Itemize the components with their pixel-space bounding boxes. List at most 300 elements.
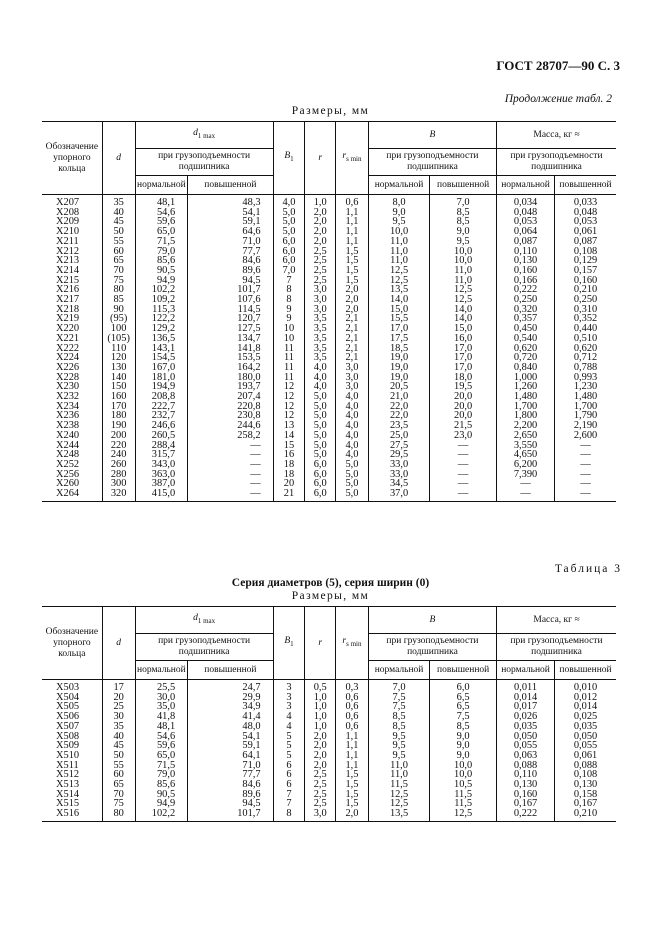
- cell-r: 2,5: [305, 799, 336, 809]
- header-normal: нормальной: [497, 661, 555, 680]
- cell-B1: 8: [273, 285, 305, 295]
- cell-d: 40: [102, 208, 135, 218]
- cell-r: 5,0: [305, 441, 336, 451]
- cell-B-increased: 20,0: [430, 392, 497, 402]
- cell-designation: X507: [42, 722, 102, 732]
- cell-d1max-normal: 85,6: [135, 256, 188, 266]
- header-d1max-sub: 1 max: [197, 616, 216, 625]
- cell-mass-increased: 0,048: [555, 208, 616, 218]
- cell-d: 35: [102, 195, 135, 208]
- cell-d1max-normal: 48,1: [135, 722, 188, 732]
- cell-rs-min: 0,6: [336, 195, 369, 208]
- cell-mass-normal: 0,055: [497, 741, 555, 751]
- cell-d1max-increased: 153,5: [188, 353, 273, 363]
- table-continuation-label: Продолжение табл. 2: [504, 93, 612, 105]
- cell-designation: X506: [42, 712, 102, 722]
- cell-d1max-increased: 114,5: [188, 305, 273, 315]
- cell-B-increased: 19,5: [430, 382, 497, 392]
- cell-B-normal: 29,5: [368, 450, 429, 460]
- cell-designation: X505: [42, 702, 102, 712]
- cell-d1max-increased: —: [188, 441, 273, 451]
- cell-r: 6,0: [305, 470, 336, 480]
- cell-B-increased: 17,0: [430, 353, 497, 363]
- cell-d1max-normal: 41,8: [135, 712, 188, 722]
- cell-rs-min: 3,0: [336, 373, 369, 383]
- table-3-label: Таблица 3: [554, 563, 622, 575]
- cell-d: 55: [102, 761, 135, 771]
- cell-r: 0,5: [305, 680, 336, 693]
- cell-B-increased: 12,5: [430, 295, 497, 305]
- cell-B-increased: —: [430, 489, 497, 501]
- cell-designation: X216: [42, 285, 102, 295]
- cell-B-normal: 11,5: [368, 780, 429, 790]
- cell-rs-min: 4,0: [336, 450, 369, 460]
- cell-d1max-increased: 84,6: [188, 256, 273, 266]
- cell-d1max-increased: 180,0: [188, 373, 273, 383]
- cell-rs-min: 1,5: [336, 799, 369, 809]
- cell-d1max-normal: 102,2: [135, 809, 188, 821]
- cell-rs-min: 0,6: [336, 693, 369, 703]
- cell-B1: 11: [273, 363, 305, 373]
- cell-mass-increased: 0,210: [555, 809, 616, 821]
- cell-d1max-increased: 24,7: [188, 680, 273, 693]
- cell-designation: X514: [42, 790, 102, 800]
- cell-rs-min: 2,0: [336, 285, 369, 295]
- cell-rs-min: 5,0: [336, 489, 369, 501]
- cell-B-normal: 33,0: [368, 460, 429, 470]
- cell-B1: 6: [273, 761, 305, 771]
- cell-d1max-increased: 127,5: [188, 324, 273, 334]
- cell-d1max-increased: 141,8: [188, 344, 273, 354]
- cell-mass-normal: 0,720: [497, 353, 555, 363]
- cell-designation: X512: [42, 770, 102, 780]
- cell-designation: X516: [42, 809, 102, 821]
- cell-rs-min: 2,1: [336, 353, 369, 363]
- cell-B1: 12: [273, 402, 305, 412]
- cell-rs-min: 1,1: [336, 208, 369, 218]
- cell-B1: 8: [273, 809, 305, 821]
- table-row: [42, 809, 616, 821]
- cell-r: 1,0: [305, 195, 336, 208]
- header-B1-sub: 1: [290, 154, 294, 163]
- cell-d: 55: [102, 237, 135, 247]
- cell-mass-increased: 0,310: [555, 305, 616, 315]
- cell-r: 3,0: [305, 809, 336, 821]
- cell-B-normal: 22,0: [368, 411, 429, 421]
- cell-designation: X214: [42, 266, 102, 276]
- cell-mass-normal: 0,088: [497, 761, 555, 771]
- cell-r: 1,0: [305, 702, 336, 712]
- cell-rs-min: 2,0: [336, 305, 369, 315]
- cell-d1max-increased: 258,2: [188, 431, 273, 441]
- cell-mass-increased: 0,788: [555, 363, 616, 373]
- cell-B1: 16: [273, 450, 305, 460]
- cell-B1: 21: [273, 489, 305, 501]
- cell-mass-increased: —: [555, 450, 616, 460]
- header-load-d1: при грузоподъемности подшипника: [135, 149, 273, 176]
- cell-d1max-normal: 79,0: [135, 247, 188, 257]
- cell-d: 17: [102, 680, 135, 693]
- cell-r: 1,0: [305, 712, 336, 722]
- cell-rs-min: 2,1: [336, 334, 369, 344]
- cell-designation: X244: [42, 441, 102, 451]
- cell-B-increased: 14,0: [430, 305, 497, 315]
- cell-d1max-normal: 167,0: [135, 363, 188, 373]
- header-rs-sub: s min: [346, 639, 362, 648]
- cell-mass-normal: 2,200: [497, 421, 555, 431]
- cell-rs-min: 1,1: [336, 761, 369, 771]
- cell-designation: X230: [42, 382, 102, 392]
- table-2-continued: [42, 121, 616, 502]
- header-d: d: [102, 607, 135, 680]
- cell-B1: 18: [273, 460, 305, 470]
- cell-d1max-increased: 54,1: [188, 732, 273, 742]
- cell-d: 70: [102, 790, 135, 800]
- cell-B-normal: 17,0: [368, 324, 429, 334]
- cell-d: 60: [102, 770, 135, 780]
- cell-d1max-normal: 54,6: [135, 208, 188, 218]
- cell-d: 260: [102, 460, 135, 470]
- cell-d1max-increased: 64,6: [188, 227, 273, 237]
- cell-mass-normal: 0,011: [497, 680, 555, 693]
- cell-d1max-increased: 220,8: [188, 402, 273, 412]
- cell-B-increased: 11,5: [430, 790, 497, 800]
- header-increased: повышенной: [188, 661, 273, 680]
- cell-r: 2,5: [305, 770, 336, 780]
- cell-d1max-increased: 244,6: [188, 421, 273, 431]
- cell-d1max-increased: 64,1: [188, 751, 273, 761]
- cell-B1: 11: [273, 344, 305, 354]
- cell-mass-normal: 1,800: [497, 411, 555, 421]
- cell-designation: X213: [42, 256, 102, 266]
- cell-mass-normal: 3,550: [497, 441, 555, 451]
- cell-B1: 3: [273, 702, 305, 712]
- cell-B-normal: 18,5: [368, 344, 429, 354]
- cell-designation: X238: [42, 421, 102, 431]
- cell-d1max-increased: 59,1: [188, 741, 273, 751]
- cell-d1max-normal: 90,5: [135, 266, 188, 276]
- cell-r: 6,0: [305, 460, 336, 470]
- cell-r: 2,5: [305, 247, 336, 257]
- cell-d: 300: [102, 479, 135, 489]
- cell-d: 90: [102, 305, 135, 315]
- cell-mass-normal: 0,450: [497, 324, 555, 334]
- cell-designation: X217: [42, 295, 102, 305]
- cell-d: 75: [102, 799, 135, 809]
- cell-rs-min: 4,0: [336, 441, 369, 451]
- header-designation: Обозначение упорного кольца: [42, 607, 102, 680]
- header-load-B: при грузоподъемности подшипника: [368, 149, 496, 176]
- cell-B-normal: 11,0: [368, 770, 429, 780]
- cell-d1max-normal: 194,9: [135, 382, 188, 392]
- cell-B-increased: —: [430, 450, 497, 460]
- cell-mass-increased: 0,035: [555, 722, 616, 732]
- cell-r: 3,5: [305, 353, 336, 363]
- cell-d1max-increased: 77,7: [188, 247, 273, 257]
- cell-d1max-normal: 143,1: [135, 344, 188, 354]
- cell-rs-min: 4,0: [336, 431, 369, 441]
- cell-designation: X222: [42, 344, 102, 354]
- cell-mass-increased: 0,014: [555, 702, 616, 712]
- cell-B-increased: 12,5: [430, 809, 497, 821]
- cell-d1max-normal: 246,6: [135, 421, 188, 431]
- cell-B-increased: 10,0: [430, 761, 497, 771]
- header-normal: нормальной: [497, 176, 555, 195]
- cell-d: 130: [102, 363, 135, 373]
- cell-d1max-normal: 122,2: [135, 314, 188, 324]
- cell-d1max-increased: 101,7: [188, 285, 273, 295]
- header-d1max-main: d: [193, 128, 198, 139]
- cell-d1max-increased: 77,7: [188, 770, 273, 780]
- cell-d1max-increased: 48,0: [188, 722, 273, 732]
- table-3-body: [42, 680, 616, 822]
- cell-designation: X509: [42, 741, 102, 751]
- cell-r: 6,0: [305, 489, 336, 501]
- cell-d: 40: [102, 732, 135, 742]
- cell-B-increased: 9,0: [430, 732, 497, 742]
- cell-B-increased: 10,0: [430, 770, 497, 780]
- cell-mass-increased: 0,440: [555, 324, 616, 334]
- cell-r: 5,0: [305, 392, 336, 402]
- cell-B1: 12: [273, 382, 305, 392]
- cell-d1max-increased: 29,9: [188, 693, 273, 703]
- header-r: r: [305, 607, 336, 680]
- cell-r: 2,0: [305, 237, 336, 247]
- cell-d1max-normal: 35,0: [135, 702, 188, 712]
- cell-B-normal: 27,5: [368, 441, 429, 451]
- cell-designation: X510: [42, 751, 102, 761]
- cell-B-increased: 8,5: [430, 217, 497, 227]
- cell-r: 2,5: [305, 790, 336, 800]
- cell-B1: 9: [273, 305, 305, 315]
- cell-d: 45: [102, 741, 135, 751]
- cell-mass-increased: 0,061: [555, 751, 616, 761]
- cell-d: 20: [102, 693, 135, 703]
- cell-mass-increased: 0,108: [555, 247, 616, 257]
- cell-B-increased: 9,5: [430, 237, 497, 247]
- header-d1max-sub: 1 max: [197, 131, 216, 140]
- cell-B-normal: 8,5: [368, 712, 429, 722]
- cell-d1max-increased: 94,5: [188, 276, 273, 286]
- cell-mass-increased: 0,025: [555, 712, 616, 722]
- cell-rs-min: 3,0: [336, 363, 369, 373]
- cell-mass-increased: 0,087: [555, 237, 616, 247]
- cell-d1max-normal: 115,3: [135, 305, 188, 315]
- cell-B-normal: 15,0: [368, 305, 429, 315]
- cell-B-normal: 7,5: [368, 693, 429, 703]
- cell-rs-min: 1,1: [336, 237, 369, 247]
- cell-r: 3,5: [305, 334, 336, 344]
- cell-d: 100: [102, 324, 135, 334]
- cell-d: 25: [102, 702, 135, 712]
- cell-B-increased: 20,0: [430, 411, 497, 421]
- cell-B1: 20: [273, 479, 305, 489]
- cell-r: 2,0: [305, 208, 336, 218]
- cell-d1max-normal: 85,6: [135, 780, 188, 790]
- cell-mass-increased: 0,061: [555, 227, 616, 237]
- cell-d1max-increased: —: [188, 489, 273, 501]
- cell-d1max-normal: 288,4: [135, 441, 188, 451]
- header-d: d: [102, 122, 135, 195]
- cell-d: 320: [102, 489, 135, 501]
- cell-mass-increased: 0,250: [555, 295, 616, 305]
- cell-mass-increased: 0,050: [555, 732, 616, 742]
- cell-B1: 5,0: [273, 227, 305, 237]
- cell-B-normal: 12,5: [368, 799, 429, 809]
- cell-mass-increased: 0,055: [555, 741, 616, 751]
- cell-B-normal: 11,0: [368, 237, 429, 247]
- cell-designation: X232: [42, 392, 102, 402]
- cell-d1max-increased: —: [188, 460, 273, 470]
- cell-mass-normal: 0,222: [497, 809, 555, 821]
- header-load-mass: при грузоподъемности подшипника: [497, 149, 616, 176]
- cell-r: 2,5: [305, 266, 336, 276]
- cell-B-normal: 23,5: [368, 421, 429, 431]
- page-header: ГОСТ 28707—90 С. 3: [496, 58, 620, 73]
- cell-rs-min: 5,0: [336, 479, 369, 489]
- cell-mass-normal: 0,110: [497, 770, 555, 780]
- cell-B-increased: —: [430, 441, 497, 451]
- header-rs-main: r: [342, 151, 347, 162]
- cell-r: 2,0: [305, 217, 336, 227]
- cell-d1max-normal: 30,0: [135, 693, 188, 703]
- cell-B-increased: 11,0: [430, 266, 497, 276]
- cell-B-normal: 9,5: [368, 217, 429, 227]
- cell-d1max-increased: 164,2: [188, 363, 273, 373]
- cell-d1max-increased: 207,4: [188, 392, 273, 402]
- cell-d1max-normal: 343,0: [135, 460, 188, 470]
- cell-d1max-normal: 59,6: [135, 741, 188, 751]
- cell-designation: X236: [42, 411, 102, 421]
- cell-d: 170: [102, 402, 135, 412]
- cell-B1: 9: [273, 314, 305, 324]
- cell-d1max-increased: 134,7: [188, 334, 273, 344]
- cell-B-normal: 37,0: [368, 489, 429, 501]
- cell-mass-normal: 0,250: [497, 295, 555, 305]
- cell-mass-increased: 0,033: [555, 195, 616, 208]
- cell-d1max-normal: 181,0: [135, 373, 188, 383]
- header-normal: нормальной: [135, 661, 188, 680]
- cell-mass-normal: 0,034: [497, 195, 555, 208]
- cell-B-increased: 21,5: [430, 421, 497, 431]
- cell-rs-min: 1,1: [336, 227, 369, 237]
- cell-designation: X215: [42, 276, 102, 286]
- cell-rs-min: 1,1: [336, 751, 369, 761]
- cell-r: 3,5: [305, 344, 336, 354]
- cell-d1max-increased: 59,1: [188, 217, 273, 227]
- cell-d: 110: [102, 344, 135, 354]
- cell-r: 2,0: [305, 741, 336, 751]
- cell-r: 5,0: [305, 411, 336, 421]
- cell-mass-normal: —: [497, 489, 555, 501]
- cell-d: 190: [102, 421, 135, 431]
- header-load-d1: при грузоподъемности подшипника: [135, 634, 273, 661]
- table-row: [42, 195, 616, 208]
- cell-mass-increased: 1,230: [555, 382, 616, 392]
- table-row: [42, 489, 616, 501]
- cell-mass-normal: 1,700: [497, 402, 555, 412]
- cell-d: 85: [102, 295, 135, 305]
- cell-B-increased: 11,0: [430, 276, 497, 286]
- cell-designation: X264: [42, 489, 102, 501]
- cell-designation: X224: [42, 353, 102, 363]
- header-mass: Масса, кг ≈: [497, 122, 616, 149]
- cell-mass-normal: —: [497, 479, 555, 489]
- cell-d: 70: [102, 266, 135, 276]
- cell-mass-increased: 2,190: [555, 421, 616, 431]
- cell-rs-min: 5,0: [336, 470, 369, 480]
- cell-r: 3,5: [305, 314, 336, 324]
- cell-rs-min: 5,0: [336, 460, 369, 470]
- cell-mass-increased: —: [555, 460, 616, 470]
- header-normal: нормальной: [368, 661, 429, 680]
- cell-B1: 18: [273, 470, 305, 480]
- cell-mass-increased: 0,352: [555, 314, 616, 324]
- cell-B-increased: 9,0: [430, 227, 497, 237]
- header-load-mass: при грузоподъемности подшипника: [497, 634, 616, 661]
- cell-d1max-normal: 363,0: [135, 470, 188, 480]
- cell-d: 50: [102, 227, 135, 237]
- cell-designation: X513: [42, 780, 102, 790]
- header-load-B: при грузоподъемности подшипника: [368, 634, 496, 661]
- cell-mass-normal: 0,320: [497, 305, 555, 315]
- header-B: B: [368, 122, 496, 149]
- cell-mass-normal: 0,840: [497, 363, 555, 373]
- cell-B-increased: 7,0: [430, 195, 497, 208]
- cell-d1max-normal: 154,5: [135, 353, 188, 363]
- cell-designation: X221: [42, 334, 102, 344]
- cell-mass-increased: —: [555, 470, 616, 480]
- cell-mass-increased: 0,167: [555, 799, 616, 809]
- cell-B-normal: 13,5: [368, 809, 429, 821]
- cell-B1: 11: [273, 353, 305, 363]
- cell-mass-increased: 1,700: [555, 402, 616, 412]
- cell-d: 280: [102, 470, 135, 480]
- cell-mass-increased: 0,160: [555, 276, 616, 286]
- cell-rs-min: 0,3: [336, 680, 369, 693]
- cell-d1max-increased: 71,0: [188, 761, 273, 771]
- cell-B-normal: 17,5: [368, 334, 429, 344]
- cell-d1max-normal: 129,2: [135, 324, 188, 334]
- cell-rs-min: 1,1: [336, 741, 369, 751]
- cell-B-normal: 9,5: [368, 732, 429, 742]
- cell-B-normal: 12,5: [368, 266, 429, 276]
- cell-mass-normal: 0,167: [497, 799, 555, 809]
- cell-mass-normal: 0,130: [497, 780, 555, 790]
- cell-d1max-increased: 89,6: [188, 790, 273, 800]
- cell-mass-increased: 0,510: [555, 334, 616, 344]
- cell-rs-min: 2,0: [336, 809, 369, 821]
- cell-B-normal: 22,0: [368, 402, 429, 412]
- cell-B1: 6,0: [273, 247, 305, 257]
- header-B: B: [368, 607, 496, 634]
- cell-B1: 4: [273, 722, 305, 732]
- cell-B-normal: 11,0: [368, 247, 429, 257]
- cell-mass-normal: 0,087: [497, 237, 555, 247]
- cell-B-increased: 6,0: [430, 680, 497, 693]
- cell-mass-normal: 0,048: [497, 208, 555, 218]
- header-B1: [273, 122, 305, 195]
- cell-B1: 6: [273, 780, 305, 790]
- cell-B-increased: 11,5: [430, 799, 497, 809]
- cell-d: 60: [102, 247, 135, 257]
- cell-B-increased: —: [430, 479, 497, 489]
- cell-mass-increased: 0,088: [555, 761, 616, 771]
- cell-B-normal: 9,0: [368, 208, 429, 218]
- header-B1-main: B: [284, 151, 291, 162]
- cell-d1max-increased: 94,5: [188, 799, 273, 809]
- cell-d: 75: [102, 276, 135, 286]
